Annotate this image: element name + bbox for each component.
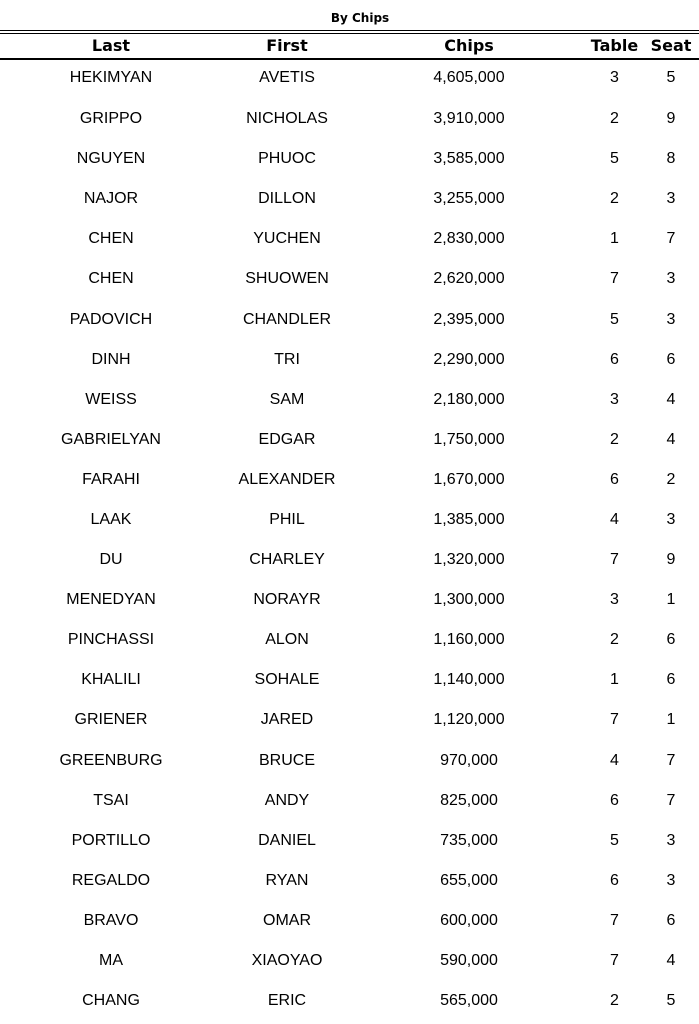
cell-seat: 5 [666,992,676,1010]
cell-chips: 3,255,000 [433,190,505,208]
cell-table: 2 [610,992,619,1010]
cell-first: CHANDLER [242,310,331,328]
cell-first: CHARLEY [249,551,325,569]
cell-last: MENEDYAN [66,591,156,609]
cell-last: DINH [91,350,131,368]
table-row [0,821,699,861]
cell-first: ANDY [264,791,310,809]
table-row [0,460,699,500]
table-row [0,57,699,99]
table-row [0,901,699,941]
cell-last: NGUYEN [76,150,146,168]
cell-first: ALON [265,631,309,649]
table-row [0,179,699,219]
title-rule [0,30,699,31]
cell-table: 7 [610,551,619,569]
cell-chips: 1,750,000 [433,430,505,448]
table-row [0,380,699,420]
cell-seat: 6 [666,631,676,649]
cell-chips: 2,830,000 [433,230,505,248]
table-header [0,34,699,57]
chip-counts-table [0,34,699,1021]
cell-table: 4 [610,751,619,769]
cell-last: GREENBURG [59,751,163,769]
cell-last: CHEN [88,270,134,288]
cell-last: BRAVO [83,911,139,929]
cell-seat: 5 [666,69,676,86]
table-row [0,259,699,299]
cell-last: NAJOR [83,190,139,208]
cell-chips: 1,320,000 [433,551,505,569]
cell-first: DILLON [258,190,316,208]
cell-first: AVETIS [259,69,315,86]
cell-table: 5 [610,831,619,849]
column-header-seat: Seat [650,36,692,55]
cell-table: 6 [610,791,619,809]
table-row [0,299,699,339]
cell-last: DU [99,551,123,569]
table-row [0,781,699,821]
cell-seat: 6 [666,671,676,689]
cell-table: 7 [610,711,619,729]
cell-chips: 1,140,000 [433,671,505,689]
cell-last: PINCHASSI [67,631,155,649]
cell-table: 1 [610,671,619,689]
cell-chips: 600,000 [440,911,498,929]
cell-seat: 3 [666,510,676,528]
cell-first: NORAYR [253,591,321,609]
sheet-title: By Chips [330,11,390,25]
table-row [0,700,699,740]
cell-seat: 6 [666,911,676,929]
cell-first: RYAN [265,871,309,889]
table-row [0,139,699,179]
cell-last: LAAK [90,510,132,528]
cell-seat: 9 [666,551,676,569]
cell-table: 2 [610,190,619,208]
cell-table: 3 [610,69,619,86]
cell-seat: 1 [666,711,676,729]
cell-last: CHEN [88,230,134,248]
cell-last: FARAHI [82,470,140,488]
cell-first: SAM [269,390,305,408]
cell-last: PADOVICH [69,310,153,328]
cell-table: 7 [610,952,619,970]
cell-last: KHALILI [81,671,141,689]
cell-table: 6 [610,350,619,368]
cell-chips: 565,000 [440,992,498,1010]
cell-table: 2 [610,110,619,128]
cell-first: EDGAR [258,430,316,448]
cell-last: CHANG [82,992,140,1010]
cell-seat: 9 [666,110,676,128]
cell-table: 5 [610,150,619,168]
table-row [0,420,699,460]
header-row [0,34,699,57]
cell-table: 5 [610,310,619,328]
cell-seat: 3 [666,871,676,889]
cell-last: TSAI [93,791,129,809]
cell-last: GABRIELYAN [61,430,161,448]
cell-last: PORTILLO [71,831,151,849]
table-row [0,941,699,981]
cell-seat: 8 [666,150,676,168]
cell-chips: 3,585,000 [433,150,505,168]
cell-table: 6 [610,871,619,889]
cell-last: HEKIMYAN [69,69,153,86]
cell-chips: 825,000 [440,791,498,809]
cell-table: 7 [610,270,619,288]
cell-first: SOHALE [254,671,320,689]
table-row [0,540,699,580]
cell-first: PHUOC [258,150,316,168]
cell-first: DANIEL [258,831,316,849]
table-row [0,500,699,540]
table-row [0,620,699,660]
cell-first: ALEXANDER [238,470,336,488]
table-row [0,861,699,901]
cell-table: 7 [610,911,619,929]
cell-chips: 1,300,000 [433,591,505,609]
table-row [0,99,699,139]
cell-last: REGALDO [71,871,151,889]
cell-first: PHIL [269,510,305,528]
cell-first: TRI [274,350,300,368]
cell-chips: 1,670,000 [433,470,505,488]
cell-last: MA [99,952,123,970]
cell-chips: 4,605,000 [433,69,505,86]
cell-chips: 3,910,000 [433,110,505,128]
cell-first: XIAOYAO [251,952,323,970]
cell-table: 2 [610,430,619,448]
cell-first: OMAR [263,911,311,929]
table-row [0,660,699,700]
cell-seat: 3 [666,270,676,288]
cell-table: 3 [610,591,619,609]
cell-first: YUCHEN [253,230,321,248]
cell-last: WEISS [85,390,137,408]
cell-chips: 1,160,000 [433,631,505,649]
cell-chips: 1,385,000 [433,510,505,528]
cell-first: BRUCE [258,751,315,769]
cell-first: ERIC [267,992,307,1010]
cell-table: 1 [610,230,619,248]
table-row [0,741,699,781]
cell-seat: 7 [666,791,676,809]
cell-chips: 2,180,000 [433,390,505,408]
cell-chips: 970,000 [440,751,498,769]
cell-chips: 1,120,000 [433,711,505,729]
cell-seat: 6 [666,350,676,368]
column-header-chips: Chips [444,36,494,55]
cell-table: 2 [610,631,619,649]
cell-table: 6 [610,470,619,488]
cell-last: GRIENER [74,711,148,729]
cell-seat: 4 [666,952,676,970]
cell-first: JARED [260,711,314,729]
header-rule [0,58,699,60]
cell-chips: 2,620,000 [433,270,505,288]
cell-seat: 3 [666,310,676,328]
cell-seat: 3 [666,831,676,849]
table-row [0,219,699,259]
cell-first: NICHOLAS [246,110,328,128]
column-header-table: Table [590,36,639,55]
cell-seat: 1 [666,591,676,609]
cell-chips: 655,000 [440,871,498,889]
cell-table: 4 [610,510,619,528]
cell-chips: 2,290,000 [433,350,505,368]
cell-chips: 735,000 [440,831,498,849]
cell-seat: 3 [666,190,676,208]
cell-seat: 7 [666,751,676,769]
column-header-last: Last [91,36,131,55]
table-row [0,580,699,620]
cell-seat: 4 [666,430,676,448]
table-body [0,57,699,1021]
cell-seat: 4 [666,390,676,408]
cell-first: SHUOWEN [245,270,329,288]
column-header-first: First [266,36,308,55]
cell-table: 3 [610,390,619,408]
cell-last: GRIPPO [79,110,143,128]
table-row [0,981,699,1021]
cell-chips: 590,000 [440,952,498,970]
cell-seat: 7 [666,230,676,248]
cell-seat: 2 [666,470,676,488]
cell-chips: 2,395,000 [433,310,505,328]
table-row [0,340,699,380]
